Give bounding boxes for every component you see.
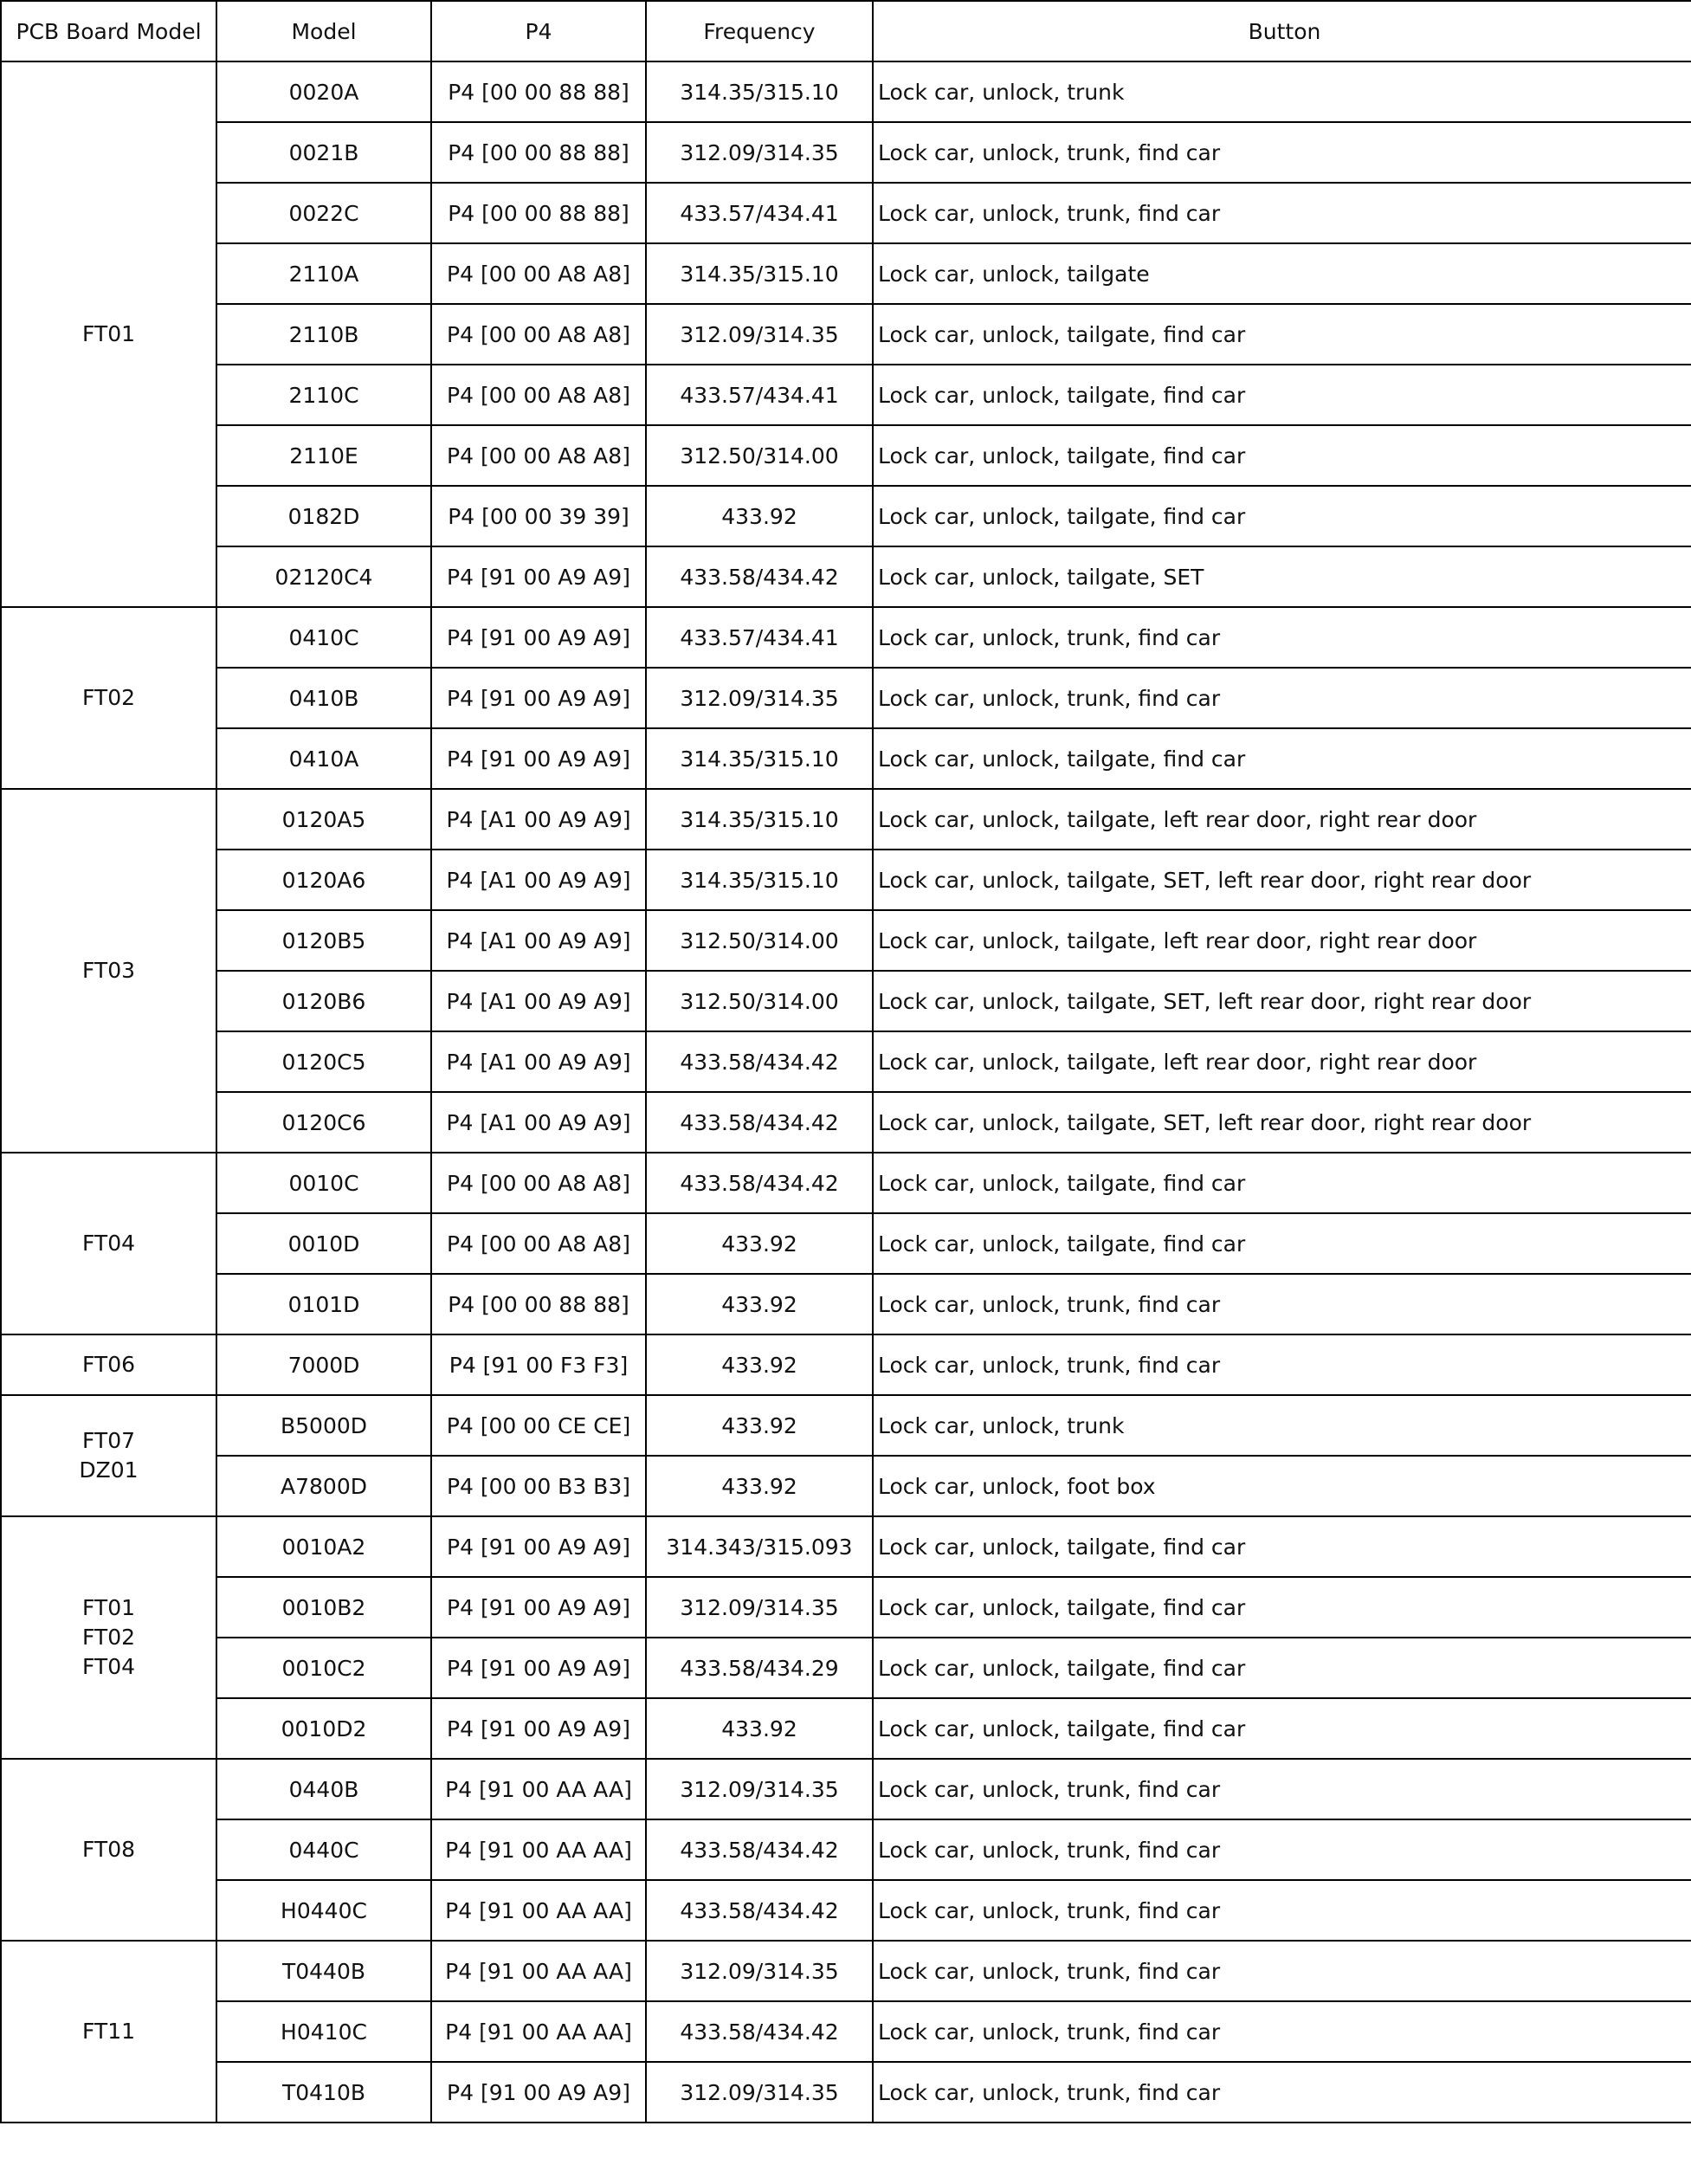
table-row: [1, 2062, 1691, 2123]
header-row: [1, 1, 1691, 61]
table-row: [1, 910, 1691, 971]
table-row: [1, 2001, 1691, 2062]
model-cell: 0010C2: [216, 1638, 431, 1698]
p4-cell: P4 [A1 00 A9 A9]: [431, 971, 646, 1031]
frequency-cell: 312.50/314.00: [646, 425, 873, 486]
p4-cell: P4 [00 00 88 88]: [431, 122, 646, 183]
table-body: [1, 61, 1691, 2123]
frequency-cell: 314.35/315.10: [646, 789, 873, 850]
frequency-cell: 314.35/315.10: [646, 61, 873, 122]
table-row: [1, 1456, 1691, 1516]
frequency-cell: 433.58/434.42: [646, 1092, 873, 1153]
frequency-cell: 433.57/434.41: [646, 607, 873, 668]
button-cell: Lock car, unlock, trunk, find car: [873, 607, 1691, 668]
button-cell: Lock car, unlock, tailgate, left rear door, right rear door: [873, 910, 1691, 971]
frequency-cell: 314.343/315.093: [646, 1516, 873, 1577]
button-cell: Lock car, unlock, tailgate, SET, left rear door, right rear door: [873, 1092, 1691, 1153]
button-cell: Lock car, unlock, trunk, find car: [873, 183, 1691, 243]
table-row: [1, 1516, 1691, 1577]
p4-cell: P4 [00 00 A8 A8]: [431, 1213, 646, 1274]
p4-cell: P4 [00 00 88 88]: [431, 61, 646, 122]
p4-cell: P4 [00 00 88 88]: [431, 1274, 646, 1334]
model-cell: 2110A: [216, 243, 431, 304]
button-cell: Lock car, unlock, tailgate, find car: [873, 425, 1691, 486]
button-cell: Lock car, unlock, tailgate, left rear door, right rear door: [873, 789, 1691, 850]
table-row: [1, 304, 1691, 365]
table-row: [1, 425, 1691, 486]
button-cell: Lock car, unlock, tailgate, left rear door, right rear door: [873, 1031, 1691, 1092]
p4-cell: P4 [91 00 A9 A9]: [431, 1577, 646, 1638]
model-cell: T0410B: [216, 2062, 431, 2123]
p4-cell: P4 [91 00 A9 A9]: [431, 728, 646, 789]
frequency-cell: 312.50/314.00: [646, 910, 873, 971]
p4-cell: P4 [00 00 39 39]: [431, 486, 646, 546]
model-cell: 0440B: [216, 1759, 431, 1819]
frequency-cell: 433.58/434.29: [646, 1638, 873, 1698]
button-cell: Lock car, unlock, tailgate, find car: [873, 1153, 1691, 1213]
frequency-cell: 433.58/434.42: [646, 2001, 873, 2062]
table-row: [1, 1941, 1691, 2001]
table-row: [1, 668, 1691, 728]
model-cell: 0120C6: [216, 1092, 431, 1153]
button-cell: Lock car, unlock, trunk, find car: [873, 2062, 1691, 2123]
frequency-cell: 314.35/315.10: [646, 243, 873, 304]
frequency-cell: 433.58/434.42: [646, 546, 873, 607]
model-cell: 02120C4: [216, 546, 431, 607]
frequency-cell: 433.92: [646, 1334, 873, 1395]
model-cell: 0010D2: [216, 1698, 431, 1759]
table-row: [1, 1638, 1691, 1698]
button-cell: Lock car, unlock, tailgate, find car: [873, 728, 1691, 789]
table-row: [1, 365, 1691, 425]
table-row: [1, 789, 1691, 850]
table-row: [1, 1334, 1691, 1395]
p4-cell: P4 [A1 00 A9 A9]: [431, 910, 646, 971]
model-cell: 0021B: [216, 122, 431, 183]
button-cell: Lock car, unlock, tailgate: [873, 243, 1691, 304]
p4-cell: P4 [91 00 A9 A9]: [431, 1516, 646, 1577]
model-cell: 0410C: [216, 607, 431, 668]
pcb-board-model-cell: FT06: [1, 1334, 216, 1395]
table-row: [1, 1759, 1691, 1819]
p4-cell: P4 [A1 00 A9 A9]: [431, 789, 646, 850]
model-cell: 0440C: [216, 1819, 431, 1880]
button-cell: Lock car, unlock, trunk, find car: [873, 1274, 1691, 1334]
p4-cell: P4 [00 00 88 88]: [431, 183, 646, 243]
p4-cell: P4 [91 00 AA AA]: [431, 2001, 646, 2062]
button-cell: Lock car, unlock, foot box: [873, 1456, 1691, 1516]
table-row: [1, 1698, 1691, 1759]
model-cell: 0120B5: [216, 910, 431, 971]
frequency-cell: 312.09/314.35: [646, 668, 873, 728]
table-row: [1, 243, 1691, 304]
p4-cell: P4 [00 00 A8 A8]: [431, 243, 646, 304]
p4-cell: P4 [91 00 A9 A9]: [431, 1638, 646, 1698]
frequency-cell: 433.57/434.41: [646, 183, 873, 243]
frequency-cell: 433.92: [646, 486, 873, 546]
button-cell: Lock car, unlock, trunk, find car: [873, 1941, 1691, 2001]
p4-cell: P4 [00 00 A8 A8]: [431, 365, 646, 425]
model-cell: 2110E: [216, 425, 431, 486]
table-row: [1, 850, 1691, 910]
header-button: Button: [873, 1, 1691, 61]
frequency-cell: 312.09/314.35: [646, 304, 873, 365]
button-cell: Lock car, unlock, trunk, find car: [873, 2001, 1691, 2062]
header-frequency: Frequency: [646, 1, 873, 61]
table-row: [1, 61, 1691, 122]
model-cell: 0010A2: [216, 1516, 431, 1577]
model-cell: 0022C: [216, 183, 431, 243]
button-cell: Lock car, unlock, tailgate, find car: [873, 1577, 1691, 1638]
table-row: [1, 486, 1691, 546]
pcb-board-model-cell: FT01: [1, 61, 216, 607]
button-cell: Lock car, unlock, tailgate, find car: [873, 486, 1691, 546]
table-row: [1, 1395, 1691, 1456]
model-cell: 0120A6: [216, 850, 431, 910]
frequency-cell: 433.58/434.42: [646, 1819, 873, 1880]
model-cell: 0010C: [216, 1153, 431, 1213]
button-cell: Lock car, unlock, tailgate, find car: [873, 365, 1691, 425]
table-row: [1, 1577, 1691, 1638]
p4-cell: P4 [A1 00 A9 A9]: [431, 1092, 646, 1153]
button-cell: Lock car, unlock, trunk, find car: [873, 668, 1691, 728]
model-cell: 0120C5: [216, 1031, 431, 1092]
pcb-board-model-cell: FT02: [1, 607, 216, 789]
header-pcb-board-model: PCB Board Model: [1, 1, 216, 61]
button-cell: Lock car, unlock, tailgate, find car: [873, 1638, 1691, 1698]
p4-cell: P4 [91 00 AA AA]: [431, 1880, 646, 1941]
frequency-cell: 312.09/314.35: [646, 1759, 873, 1819]
frequency-cell: 433.92: [646, 1213, 873, 1274]
pcb-board-model-cell: FT01 FT02 FT04: [1, 1516, 216, 1759]
table-row: [1, 1213, 1691, 1274]
pcb-board-model-cell: FT08: [1, 1759, 216, 1941]
header-p4: P4: [431, 1, 646, 61]
p4-cell: P4 [A1 00 A9 A9]: [431, 1031, 646, 1092]
p4-cell: P4 [00 00 CE CE]: [431, 1395, 646, 1456]
p4-cell: P4 [00 00 A8 A8]: [431, 304, 646, 365]
button-cell: Lock car, unlock, trunk, find car: [873, 1819, 1691, 1880]
model-cell: 7000D: [216, 1334, 431, 1395]
button-cell: Lock car, unlock, tailgate, find car: [873, 304, 1691, 365]
button-cell: Lock car, unlock, trunk: [873, 61, 1691, 122]
p4-cell: P4 [00 00 A8 A8]: [431, 425, 646, 486]
button-cell: Lock car, unlock, trunk: [873, 1395, 1691, 1456]
p4-cell: P4 [91 00 AA AA]: [431, 1941, 646, 2001]
p4-cell: P4 [91 00 A9 A9]: [431, 668, 646, 728]
frequency-cell: 433.57/434.41: [646, 365, 873, 425]
model-cell: A7800D: [216, 1456, 431, 1516]
model-cell: 0410B: [216, 668, 431, 728]
p4-cell: P4 [91 00 AA AA]: [431, 1819, 646, 1880]
frequency-cell: 433.58/434.42: [646, 1880, 873, 1941]
frequency-cell: 433.92: [646, 1274, 873, 1334]
p4-cell: P4 [91 00 F3 F3]: [431, 1334, 646, 1395]
button-cell: Lock car, unlock, trunk, find car: [873, 1759, 1691, 1819]
p4-cell: P4 [00 00 A8 A8]: [431, 1153, 646, 1213]
model-cell: 0020A: [216, 61, 431, 122]
table-row: [1, 728, 1691, 789]
button-cell: Lock car, unlock, tailgate, find car: [873, 1516, 1691, 1577]
p4-cell: P4 [91 00 A9 A9]: [431, 1698, 646, 1759]
button-cell: Lock car, unlock, tailgate, SET: [873, 546, 1691, 607]
frequency-cell: 314.35/315.10: [646, 728, 873, 789]
model-cell: 0120B6: [216, 971, 431, 1031]
table-row: [1, 607, 1691, 668]
header-model: Model: [216, 1, 431, 61]
pcb-board-model-cell: FT07 DZ01: [1, 1395, 216, 1516]
button-cell: Lock car, unlock, tailgate, find car: [873, 1698, 1691, 1759]
model-cell: 0010B2: [216, 1577, 431, 1638]
button-cell: Lock car, unlock, tailgate, find car: [873, 1213, 1691, 1274]
button-cell: Lock car, unlock, tailgate, SET, left rear door, right rear door: [873, 850, 1691, 910]
frequency-cell: 312.09/314.35: [646, 122, 873, 183]
table-row: [1, 546, 1691, 607]
button-cell: Lock car, unlock, trunk, find car: [873, 1880, 1691, 1941]
table-row: [1, 1274, 1691, 1334]
model-cell: 2110B: [216, 304, 431, 365]
frequency-cell: 433.92: [646, 1456, 873, 1516]
table-row: [1, 183, 1691, 243]
table-row: [1, 1819, 1691, 1880]
frequency-cell: 433.92: [646, 1698, 873, 1759]
pcb-board-model-cell: FT04: [1, 1153, 216, 1334]
frequency-cell: 433.58/434.42: [646, 1153, 873, 1213]
pcb-board-model-cell: FT11: [1, 1941, 216, 2123]
p4-cell: P4 [91 00 A9 A9]: [431, 2062, 646, 2123]
model-cell: 2110C: [216, 365, 431, 425]
table-row: [1, 122, 1691, 183]
frequency-cell: 433.92: [646, 1395, 873, 1456]
frequency-cell: 312.09/314.35: [646, 1941, 873, 2001]
p4-cell: P4 [00 00 B3 B3]: [431, 1456, 646, 1516]
table-row: [1, 1153, 1691, 1213]
model-cell: 0182D: [216, 486, 431, 546]
model-cell: H0410C: [216, 2001, 431, 2062]
table-row: [1, 1880, 1691, 1941]
p4-cell: P4 [91 00 A9 A9]: [431, 607, 646, 668]
button-cell: Lock car, unlock, trunk, find car: [873, 122, 1691, 183]
model-cell: 0410A: [216, 728, 431, 789]
model-cell: B5000D: [216, 1395, 431, 1456]
model-cell: H0440C: [216, 1880, 431, 1941]
button-cell: Lock car, unlock, trunk, find car: [873, 1334, 1691, 1395]
table-row: [1, 1092, 1691, 1153]
table-row: [1, 971, 1691, 1031]
model-cell: 0101D: [216, 1274, 431, 1334]
p4-cell: P4 [91 00 AA AA]: [431, 1759, 646, 1819]
frequency-cell: 312.09/314.35: [646, 1577, 873, 1638]
model-cell: 0120A5: [216, 789, 431, 850]
button-cell: Lock car, unlock, tailgate, SET, left rear door, right rear door: [873, 971, 1691, 1031]
frequency-cell: 312.09/314.35: [646, 2062, 873, 2123]
table-row: [1, 1031, 1691, 1092]
p4-cell: P4 [91 00 A9 A9]: [431, 546, 646, 607]
pcb-board-model-cell: FT03: [1, 789, 216, 1153]
frequency-cell: 433.58/434.42: [646, 1031, 873, 1092]
model-cell: T0440B: [216, 1941, 431, 2001]
model-cell: 0010D: [216, 1213, 431, 1274]
p4-cell: P4 [A1 00 A9 A9]: [431, 850, 646, 910]
frequency-cell: 314.35/315.10: [646, 850, 873, 910]
frequency-cell: 312.50/314.00: [646, 971, 873, 1031]
